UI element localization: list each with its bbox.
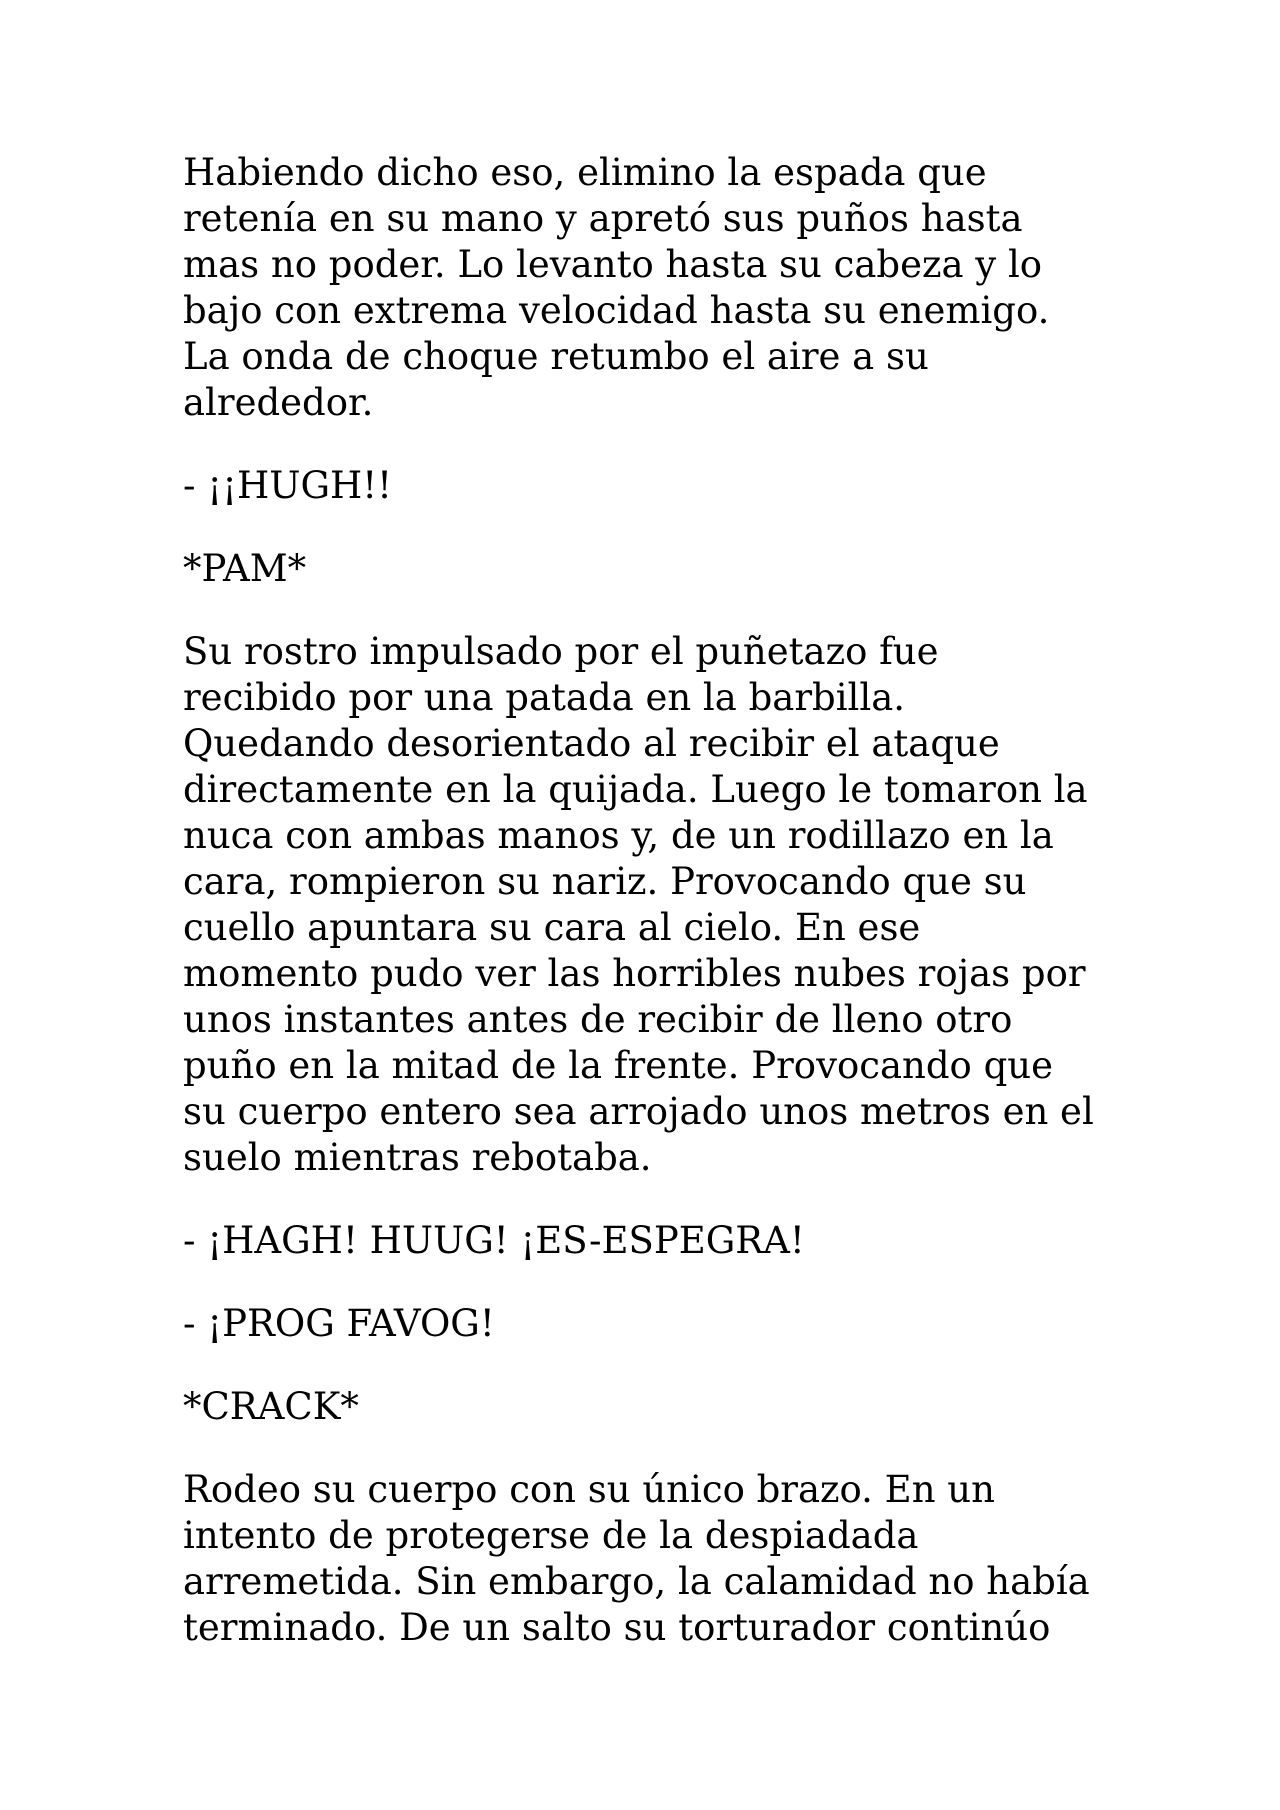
text-line: *CRACK*: [183, 1385, 359, 1428]
text-line: *PAM*: [183, 547, 307, 590]
text-line: alrededor.: [183, 381, 374, 424]
paragraph-2: [183, 629, 1143, 1181]
dialogue-line-prog: [183, 1301, 1143, 1347]
text-line: su cuerpo entero sea arrojado unos metros en el: [183, 1090, 1094, 1133]
document-page: [183, 150, 1143, 1651]
sound-effect-crack: [183, 1384, 1143, 1430]
text-line: cara, rompieron su nariz. Provocando que su: [183, 860, 1027, 903]
text-line: arremetida. Sin embargo, la calamidad no había: [183, 1560, 1090, 1603]
text-line: Rodeo su cuerpo con su único brazo. En un: [183, 1468, 995, 1511]
text-line: directamente en la quijada. Luego le tomaron la: [183, 768, 1088, 811]
text-line: mas no poder. Lo levanto hasta su cabeza y lo: [183, 243, 1043, 286]
text-line: Su rostro impulsado por el puñetazo fue: [183, 630, 939, 673]
text-line: - ¡HAGH! HUUG! ¡ES-ESPEGRA!: [183, 1219, 805, 1262]
text-line: puño en la mitad de la frente. Provocando que: [183, 1044, 1053, 1087]
paragraph-1: [183, 150, 1143, 426]
text-line: bajo con extrema velocidad hasta su enemigo.: [183, 289, 1050, 332]
text-line: Habiendo dicho eso, elimino la espada que: [183, 151, 987, 194]
text-line: cuello apuntara su cara al cielo. En ese: [183, 906, 921, 949]
text-line: recibido por una patada en la barbilla.: [183, 676, 906, 719]
text-line: intento de protegerse de la despiadada: [183, 1514, 919, 1557]
text-line: La onda de choque retumbo el aire a su: [183, 335, 929, 378]
paragraph-3: [183, 1467, 1143, 1651]
text-line: nuca con ambas manos y, de un rodillazo en la: [183, 814, 1054, 857]
text-line: retenía en su mano y apretó sus puños hasta: [183, 197, 1023, 240]
dialogue-line-hagh: [183, 1218, 1143, 1264]
text-line: suelo mientras rebotaba.: [183, 1136, 652, 1179]
dialogue-line-hugh: [183, 463, 1143, 509]
text-line: momento pudo ver las horribles nubes rojas por: [183, 952, 1086, 995]
text-line: unos instantes antes de recibir de lleno otro: [183, 998, 1013, 1041]
text-line: - ¡¡HUGH!!: [183, 464, 393, 507]
text-line: Quedando desorientado al recibir el ataque: [183, 722, 1000, 765]
text-line: - ¡PROG FAVOG!: [183, 1302, 495, 1345]
sound-effect-pam: [183, 546, 1143, 592]
text-line: terminado. De un salto su torturador continúo: [183, 1606, 1051, 1649]
